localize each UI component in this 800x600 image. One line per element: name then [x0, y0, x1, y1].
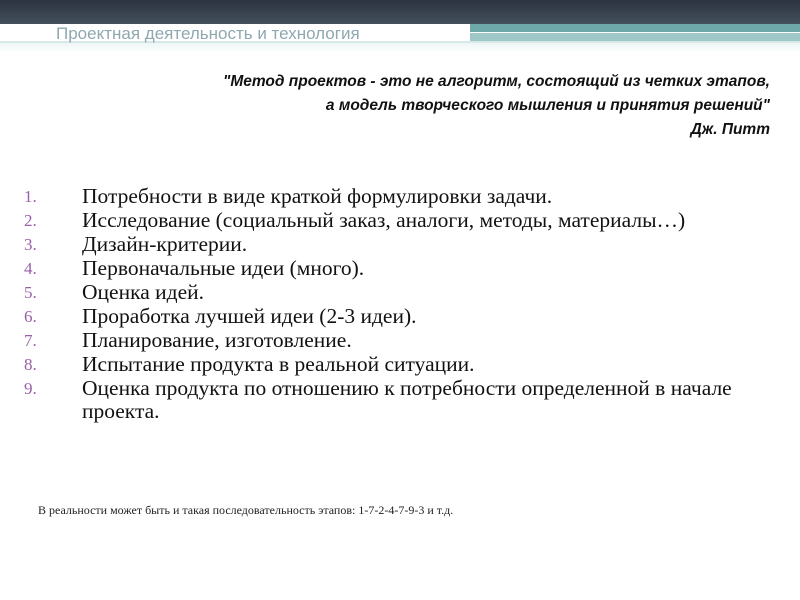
list-item [18, 233, 778, 257]
list-item-text: Оценка идей. [82, 280, 204, 304]
list-item-text: Дизайн-критерии. [82, 232, 248, 256]
list-item-text: Исследование (социальный заказ, аналоги, методы, материалы…) [82, 208, 686, 232]
list-item-text: Проработка лучшей идеи (2-3 идеи). [82, 304, 417, 328]
header-shine [0, 43, 800, 53]
list-item-number: 5. [24, 283, 37, 302]
list-item-text: Потребности в виде краткой формулировки задачи. [82, 184, 553, 208]
list-item-number: 2. [24, 211, 37, 230]
list-item [18, 281, 778, 305]
list-item-text: Первоначальные идеи (много). [82, 256, 365, 280]
list-item-text: Испытание продукта в реальной ситуации. [82, 352, 475, 376]
list-item [18, 257, 778, 281]
slide-title: Проектная деятельность и технология [56, 24, 360, 43]
list-item-number: 6. [24, 307, 37, 326]
quote-block [223, 70, 770, 142]
list-item-number: 4. [24, 259, 37, 278]
quote-line-1: "Метод проектов - это не алгоритм, состоящий из четких этапов, [222, 73, 770, 90]
list-item-number: 3. [24, 235, 37, 254]
footnote: В реальности может быть и такая последовательность этапов: 1-7-2-4-7-9-3 и т.д. [38, 503, 454, 517]
list-item-number: 9. [24, 379, 37, 398]
list-item [18, 185, 778, 209]
list-item [18, 209, 778, 233]
header-band [0, 0, 800, 24]
list-item-text: Оценка продукта по отношению к потребности определенной в начале проекта. [82, 376, 732, 423]
list-item-text: Планирование, изготовление. [82, 328, 352, 352]
list-item [18, 329, 778, 353]
list-item [18, 305, 778, 329]
steps-list [18, 185, 778, 423]
list-item-number: 1. [24, 187, 37, 206]
list-item [18, 353, 778, 377]
list-item [18, 377, 778, 423]
list-item-number: 7. [24, 331, 37, 350]
quote-author: Дж. Питт [690, 121, 770, 138]
quote-line-2: а модель творческого мышления и принятия решений" [325, 97, 770, 114]
list-item-number: 8. [24, 355, 37, 374]
header-accent-strip [470, 24, 800, 32]
header-accent-strip-light [470, 33, 800, 41]
